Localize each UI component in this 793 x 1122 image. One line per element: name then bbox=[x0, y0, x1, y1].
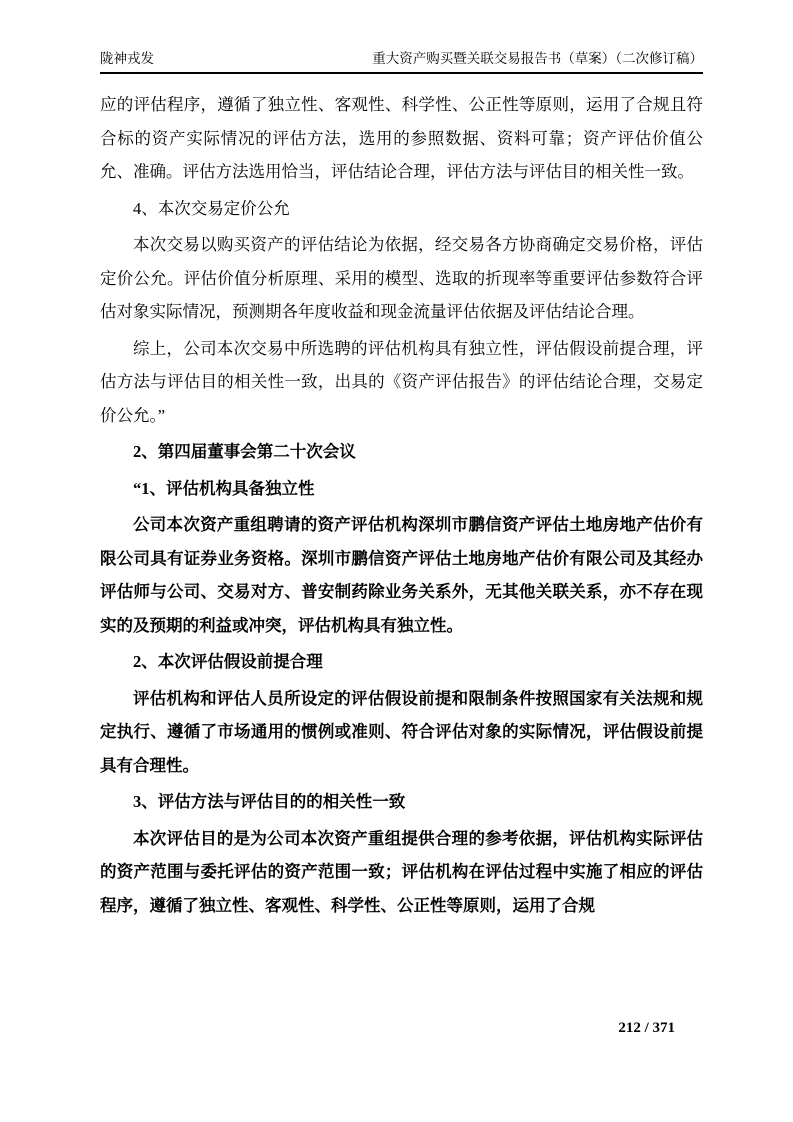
section-heading: 2、本次评估假设前提合理 bbox=[133, 652, 323, 671]
section-heading: 3、评估方法与评估目的的相关性一致 bbox=[133, 792, 406, 811]
section-heading: “1、评估机构具备独立性 bbox=[133, 478, 315, 498]
paragraph: 评估机构和评估人员所设定的评估假设前提和限制条件按照国家有关法规和规定执行、遵循了市场通用的惯例或准则、符合评估对象的实际情况，评估假设前提具有合理性。 bbox=[100, 688, 703, 775]
header-report-title: 重大资产购买暨关联交易报告书（草案）（二次修订稿） bbox=[372, 51, 703, 66]
document-body bbox=[100, 88, 703, 925]
paragraph: 本次交易以购买资产的评估结论为依据，经交易各方协商确定交易价格，评估定价公允。评估价值分析原理、采用的模型、选取的折现率等重要评估参数符合评估对象实际情况，预测期各年度收益和现金流量评估依据及评估结论合理。 bbox=[100, 235, 703, 321]
page-number: 212 / 371 bbox=[618, 1020, 675, 1036]
section-heading: 2、第四届董事会第二十次会议 bbox=[133, 442, 356, 461]
header-company-name: 陇神戎发 bbox=[100, 51, 154, 66]
paragraph: 综上，公司本次交易中所选聘的评估机构具有独立性，评估假设前提合理，评估方法与评估目的相关性一致，出具的《资产评估报告》的评估结论合理，交易定价公允。” bbox=[100, 338, 703, 425]
paragraph-continued: 应的评估程序，遵循了独立性、客观性、科学性、公正性等原则，运用了合规且符合标的资产实际情况的评估方法，选用的参照数据、资料可靠；资产评估价值公允、准确。评估方法选用恰当，评估结论合理，评估方法与评估目的相关性一致。 bbox=[100, 95, 703, 181]
paragraph: 本次评估目的是为公司本次资产重组提供合理的参考依据，评估机构实际评估的资产范围与委托评估的资产范围一致；评估机构在评估过程中实施了相应的评估程序，遵循了独立性、客观性、科学性、公正性等原则，运用了合规 bbox=[100, 828, 703, 915]
section-heading: 4、本次交易定价公允 bbox=[133, 198, 290, 218]
paragraph: 公司本次资产重组聘请的资产评估机构深圳市鹏信资产评估土地房地产估价有限公司具有证券业务资格。深圳市鹏信资产评估土地房地产估价有限公司及其经办评估师与公司、交易对方、普安制药除业务关系外，无其他关联关系，亦不存在现实的及预期的利益或冲突，评估机构具有独立性。 bbox=[100, 515, 703, 635]
page-header bbox=[100, 47, 703, 74]
